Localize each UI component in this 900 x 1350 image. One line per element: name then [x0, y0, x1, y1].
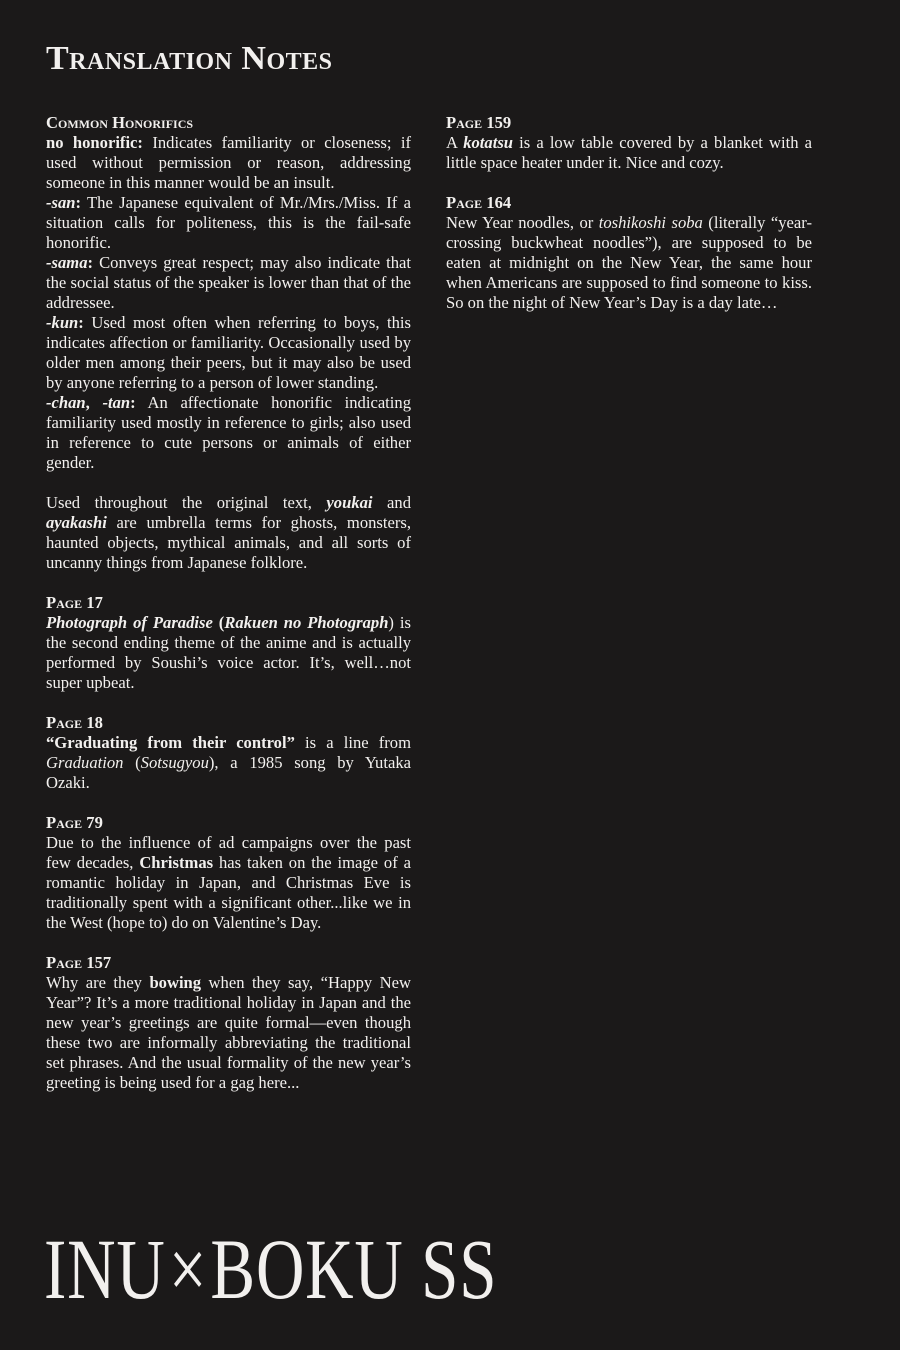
text: ( [123, 753, 141, 772]
term: no honorific: [46, 133, 143, 152]
text: Why are they [46, 973, 150, 992]
separator: : [87, 253, 94, 272]
definition: Used most often when referring to boys, this indicates affection or familiarity. Occasionally used by older men among their peers, but it may also be used by anyone referring to a person of lower standing. [46, 313, 411, 392]
work-title: Graduation [46, 753, 124, 772]
term: toshikoshi soba [598, 213, 703, 232]
text: New Year noodles, or [446, 213, 599, 232]
work-title: Sotsugyou [140, 753, 209, 772]
note-page79 [46, 833, 411, 933]
note-page164 [446, 213, 812, 313]
note-page18 [46, 733, 411, 793]
text: and [372, 493, 412, 512]
page-title: Translation Notes [46, 40, 333, 77]
text: are umbrella terms for ghosts, monsters, haunted objects, mythical animals, and all sorts of uncanny things from Japanese folklore. [46, 513, 411, 572]
note-sama [46, 253, 411, 313]
text: ( [212, 613, 225, 632]
note-page157 [46, 973, 411, 1093]
text: ), a 1985 song by Yutaka Ozaki. [46, 753, 411, 792]
note-page17 [46, 613, 411, 693]
term: kotatsu [463, 133, 514, 152]
note-san [46, 193, 411, 253]
note-no-honorific [46, 133, 411, 193]
logo-part: BOKU SS [210, 1221, 498, 1317]
text: Used throughout the original text, [46, 493, 327, 512]
term: -san [46, 193, 76, 212]
term: -chan [46, 393, 86, 412]
honorifics-heading: Common Honorifics [46, 113, 194, 132]
term: bowing [149, 973, 202, 992]
note-page159 [446, 133, 812, 173]
page17-heading: Page 17 [46, 593, 103, 612]
series-logo [44, 1221, 498, 1317]
definition: Conveys great respect; may also indicate that the social status of the speaker is lower than that of the addressee. [46, 253, 411, 312]
text: Due to the influence of ad campaigns over the past few decades, [46, 833, 411, 872]
left-column [46, 113, 411, 1093]
page79-heading: Page 79 [46, 813, 103, 832]
text: A [446, 133, 464, 152]
term: Christmas [139, 853, 214, 872]
text: when they say, “Happy New Year”? It’s a more traditional holiday in Japan and the new year’s greetings are quite formal—even though these two are informally abbreviating the traditional set phrases. And the usual formality of the new year’s greeting is being used for a gag here... [46, 973, 411, 1092]
note-kun [46, 313, 411, 393]
page159-heading: Page 159 [446, 113, 512, 132]
term: ayakashi [46, 513, 107, 532]
cross-icon: × [168, 1221, 208, 1317]
term: Rakuen no Photograph [224, 613, 389, 632]
text: has taken on the image of a romantic holiday in Japan, and Christmas Eve is traditionally spent with a significant other...like we in the West (hope to) do on Valentine’s Day. [46, 853, 411, 932]
term: -tan [102, 393, 131, 412]
page18-heading: Page 18 [46, 713, 103, 732]
separator: : [130, 393, 136, 412]
term: -kun [46, 313, 79, 332]
right-column [446, 113, 812, 313]
page157-heading: Page 157 [46, 953, 112, 972]
note-youkai [46, 493, 411, 573]
separator: : [75, 193, 82, 212]
definition: The Japanese equivalent of Mr./Mrs./Miss. If a situation calls for politeness, this is the fail-safe honorific. [46, 193, 411, 252]
term: “Graduating from their control” [46, 733, 295, 752]
term: -sama [46, 253, 88, 272]
text: is a low table covered by a blanket with a little space heater under it. Nice and cozy. [446, 133, 813, 172]
definition: An affectionate honorific indicating familiarity used mostly in reference to girls; also used in reference to cute persons or animals of either gender. [46, 393, 411, 472]
note-chan-tan [46, 393, 411, 473]
text: (literally “year-crossing buckwheat noodles”), are supposed to be eaten at midnight on the New Year, the same hour when Americans are supposed to find someone to kiss. So on the night of New Year’s Day is a day late… [446, 213, 813, 312]
separator: , [85, 393, 103, 412]
text: is a line from [294, 733, 412, 752]
text: ) is the second ending theme of the anime and is actually performed by Soushi’s voice actor. It’s, well…not super upbeat. [46, 613, 411, 692]
definition: Indicates familiarity or closeness; if used without permission or reason, addressing someone in this manner would be an insult. [46, 133, 411, 192]
page164-heading: Page 164 [446, 193, 512, 212]
logo-part: INU [44, 1221, 166, 1317]
separator: : [78, 313, 84, 332]
term: youkai [326, 493, 373, 512]
term: Photograph of Paradise [46, 613, 213, 632]
